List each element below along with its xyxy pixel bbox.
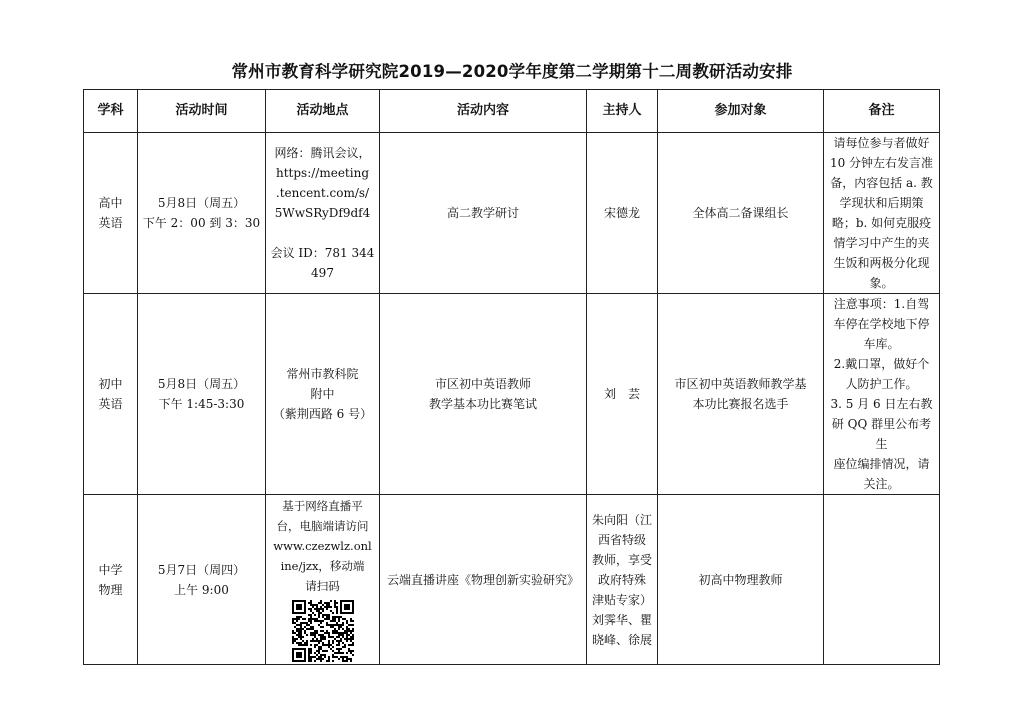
subject-cell: 中学 物理 <box>84 495 138 665</box>
header-cell: 活动时间 <box>138 90 266 133</box>
host-cell: 宋德龙 <box>587 133 658 294</box>
participants-cell: 市区初中英语教师教学基 本功比赛报名选手 <box>658 294 824 495</box>
header-row <box>84 90 940 133</box>
header-cell: 主持人 <box>587 90 658 133</box>
schedule-table <box>83 89 940 665</box>
notes-cell <box>824 495 940 665</box>
qr-code-icon[interactable] <box>292 600 354 662</box>
time-cell: 5月8日（周五） 下午 1:45-3:30 <box>138 294 266 495</box>
notes-cell: 请每位参与者做好 10 分钟左右发言准 备，内容包括 a. 教 学现状和后期策 略；b. 如何克服疫 情学习中产生的夹 生饭和两极分化现 象。 <box>824 133 940 294</box>
subject-cell: 初中 英语 <box>84 294 138 495</box>
content-cell: 云端直播讲座《物理创新实验研究》 <box>380 495 587 665</box>
table-row <box>84 495 940 665</box>
location-cell: 常州市教科院 附中 （紫荆西路 6 号） <box>266 294 380 495</box>
header-cell: 备注 <box>824 90 940 133</box>
page-title: 常州市教育科学研究院2019—2020学年度第二学期第十二周教研活动安排 <box>231 62 793 81</box>
subject-cell: 高中 英语 <box>84 133 138 294</box>
content-cell: 高二教学研讨 <box>380 133 587 294</box>
header-cell: 活动内容 <box>380 90 587 133</box>
location-text: 基于网络直播平 台，电脑端请访问 www.czezwlz.onl ine/jzx，移动端 请扫码 <box>273 498 372 593</box>
notes-cell: 注意事项：1.自驾 车停在学校地下停 车库。 2.戴口罩，做好个 人防护工作。 3. 5 月 6 日左右教 研 QQ 群里公布考生 座位编排情况，请 关注。 <box>824 294 940 495</box>
time-cell: 5月7日（周四） 上午 9:00 <box>138 495 266 665</box>
participants-cell: 初高中物理教师 <box>658 495 824 665</box>
header-cell: 活动地点 <box>266 90 380 133</box>
host-cell: 刘 芸 <box>587 294 658 495</box>
header-cell: 学科 <box>84 90 138 133</box>
participants-cell: 全体高二备课组长 <box>658 133 824 294</box>
time-cell: 5月8日（周五） 下午 2：00 到 3：30 <box>138 133 266 294</box>
location-cell <box>266 495 380 665</box>
content-cell: 市区初中英语教师 教学基本功比赛笔试 <box>380 294 587 495</box>
table-row <box>84 294 940 495</box>
location-cell: 网络：腾讯会议， https://meeting .tencent.com/s/ 5WwSRyDf9df4 会议 ID：781 344 497 <box>266 133 380 294</box>
host-cell: 朱向阳（江 西省特级 教师，享受 政府特殊 津贴专家） 刘霁华、瞿 晓峰、徐展 <box>587 495 658 665</box>
header-cell: 参加对象 <box>658 90 824 133</box>
table-row <box>84 133 940 294</box>
